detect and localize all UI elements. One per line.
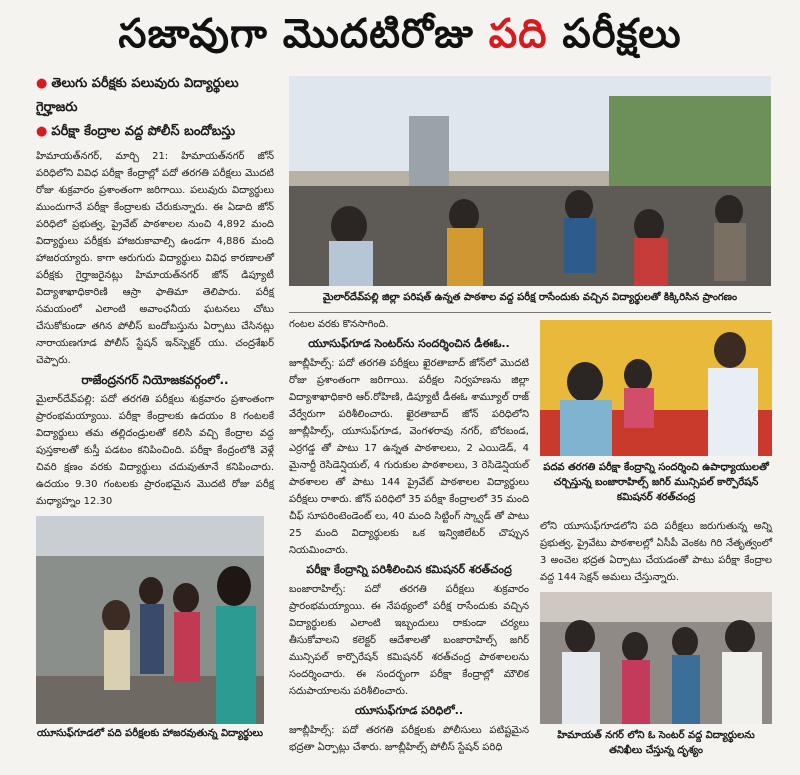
photo2-caption: మైలార్‌దేవ్‌పల్లి జిల్లా పరిషత్ ఉన్నత పాఠశాల వద్ద పరీక్ష రాసేందుకు వచ్చిన విద్యార్థులతో కిక్కిరిసిన ప్రాంగణం bbox=[322, 292, 738, 303]
col2-paragraph-1: జూబ్లీహిల్స్: పదో తరగతి పరీక్షలు ఖైరతాబాద్ జోన్‌లో మొదటి రోజు ప్రశాంతంగా జరిగాయి. పరీక్షల నిర్వహణను జిల్లా విద్యాశాఖాధికారి ఆర్.రోహిణి, డిప్యూటీ డీఈఓ శామ్యూల్ రాజ్ వేర్వేరుగా పరిశీలించారు. ఖైరతాబాద్ జోన్ పరిధిలోని జూబ్లీహిల్స్, యూసుఫ్‌గూడ, వెంగళరావు నగర్, బోరబండ, ఎర్రగడ్డ తో పాటు 17 ఉన్నత పాఠశాలలు, 2 ఎయిడెడ్, 4 మైనార్టీ రెసిడెన్షియల్, 4 గురుకుల పాఠశాలలు, 3 రెసిడెన్షియల్ పాఠశాలల తో పాటు 144 ప్రైవేట్ పాఠశాలల విద్యార్థులు పరీక్షలు రాశారు. జోన్ పరిధిలో 35 పరీక్షా కేంద్రాలలో 35 మంది చీఫ్ సూపరింటెండెంట్ లు, 40 మంది సిట్టింగ్ స్క్వాడ్ తో పాటు 25 మంది విద్యార్థులకు ఒక ఇన్విజిలేటర్ చొప్పున నియమించారు. bbox=[289, 358, 529, 556]
col2-paragraph-2: బంజారాహిల్స్: పదో తరగతి పరీక్షలు శుక్రవారం ప్రారంభమయ్యాయి. ఈ నేపథ్యంలో పరీక్ష రాసేందుకు వచ్చిన విద్యార్థులకు ఎలాంటి ఇబ్బందులు రాకుండా చర్యలు తీసుకోవాలని కలెక్టర్ ఆదేశాలతో బంజారాహిల్స్ జగిర్ మున్సిపల్ కార్పొరేషన్ కమిషనర్ శరత్‌చంద్ర పాఠశాలలను సందర్శించారు. ఈ సందర్భంగా పరీక్షా కేంద్రాల్లో మౌలిక సదుపాయాలను పరిశీలించారు. bbox=[289, 584, 529, 697]
photo-security-check bbox=[540, 592, 772, 724]
headline-highlight: పది bbox=[488, 11, 548, 57]
col1-paragraph-2: మైలార్‌దేవ్‌పల్లి: పదో తరగతి పరీక్షలు శుక్రవారం ప్రశాంతంగా ప్రారంభమయ్యాయి. పరీక్షా కేంద్రాలకు ఉదయం 8 గంటలకే విద్యార్థులు తమ తల్లిదండ్రులతో కలిసి వచ్చి కేంద్రాల వద్ద పుస్తకాలతో కుస్తీ పడటం కనిపించింది. పరీక్షా కేంద్రంలోకి వెళ్లే చివరి క్షణం వరకు విద్యార్థులు చదువుతూనే కనిపించారు. ఉదయం 9.30 గంటలకు ప్రారంభమైన మొదటి రోజు పరీక్ష మధ్యాహ్నం 12.30 bbox=[36, 394, 274, 507]
col1-body bbox=[36, 148, 274, 510]
col2-subheading-2: పరీక్షా కేంద్రాన్ని పరిశీలించిన కమిషనర్ శరత్‌చంద్ర bbox=[306, 563, 512, 576]
photo-commissioner-visit bbox=[540, 320, 772, 456]
col1-paragraph-1: హిమాయత్‌నగర్, మార్చి 21: హిమాయత్‌నగర్ జోన్ పరిధిలోని వివిధ పరీక్షా కేంద్రాల్లో పదో తరగతి పరీక్షలు మొదటి రోజు శుక్రవారం ప్రశాంతంగా జరిగాయి. పలువురు విద్యార్థులు ముందుగానే పరీక్షా కేంద్రాలకు చేరుకున్నారు. ఈ ఏడాది జోన్ పరిధిలో ప్రభుత్వ, ప్రైవేట్ పాఠశాలల నుంచి 4,892 మంది విద్యార్థులు పరీక్షకు హాజరుకావాల్సి ఉండగా 4,886 మంది హాజరయ్యారు. కాగా ఆరుగురు విద్యార్థులు వివిధ కారణాలతో పరీక్షకు గైర్హాజరైనట్లు హిమాయత్‌నగర్ జోన్ డిప్యూటీ విద్యాశాఖాధికారిణి ఆస్రా ఫాతిమా తెలిపారు. పరీక్ష సమయంలో ఎలాంటి అవాంఛనీయ ఘటనలు చోటు చేసుకోకుండా తగిన పోలీస్ బందోబస్తును ఏర్పాటు చేసినట్లు నారాయణగూడ పోలీస్ స్టేషన్ ఇన్‌స్పెక్టర్ యు. చంద్రశేఖర్ చెప్పారు. bbox=[36, 151, 274, 366]
photo-commissioner-image bbox=[540, 320, 772, 456]
photo-students-image bbox=[36, 516, 264, 724]
col2-paragraph-0: గంటల వరకు కొనసాగింది. bbox=[289, 319, 389, 330]
col3-paragraph-1: లోని యూసుఫ్‌గూడలోని పది పరీక్షలు జరుగుతున్న అన్ని ప్రభుత్వ, ప్రైవేటు పాఠశాలల్లో ఏసీపీ వెంకట గిరి నేతృత్వంలో 3 అంచెల భద్రత ఏర్పాటు చేయడంతో పాటు పరీక్షా కేంద్రాల వద్ద 144 సెక్షన్ అమలు చేస్తున్నారు. bbox=[540, 521, 772, 583]
photo1-caption: యూసుఫ్‌గూడలో పది పరీక్షలకు హాజరవుతున్న విద్యార్థులు bbox=[37, 728, 263, 739]
photo3-caption: పదవ తరగతి పరీక్షా కేంద్రాన్ని సందర్శించి ఉపాధ్యాయులతో చర్చిస్తున్న బంజారాహిల్స్ జగిర్ మున్సిపల్ కార్పొరేషన్ కమిషనర్ శరత్‌చంద్ర bbox=[543, 462, 769, 503]
col2-subheading-1: యూసుఫ్‌గూడ సెంటర్‌ను సందర్శించిన డీఈఓ.. bbox=[308, 337, 510, 350]
bullet-1-text: తెలుగు పరీక్షకు పలువురు విద్యార్థులు గైర్హాజరు bbox=[36, 76, 239, 115]
photo-students-yusufguda bbox=[36, 516, 264, 724]
bullet-2 bbox=[36, 120, 274, 144]
column-3 bbox=[540, 518, 772, 586]
headline-part1: సజావుగా మొదటిరోజు bbox=[118, 11, 489, 57]
bullet-dot-icon: ● bbox=[36, 76, 48, 91]
headline bbox=[0, 0, 800, 68]
photo-crowd-image bbox=[289, 76, 771, 286]
col2-subheading-3: యూసుఫ్‌గూడ పరిధిలో.. bbox=[354, 704, 464, 717]
bullet-dot-icon: ● bbox=[36, 124, 48, 139]
bullet-2-text: పరీక్షా కేంద్రాల వద్ద పోలీస్ బందోబస్తు bbox=[51, 124, 236, 139]
photo4-caption: హిమాయత్ నగర్ లోని ఓ సెంటర్ వద్ద విద్యార్థులను తనిఖీలు చేస్తున్న దృశ్యం bbox=[557, 730, 755, 756]
col2-paragraph-3: జూబ్లీహిల్స్: పదో తరగతి పరీక్షలకు పోలీసులు పటిష్టమైన భద్రతా ఏర్పాట్లు చేశారు. జూబ్లీహిల్స్ పోలీస్ స్టేషన్ పరిధి bbox=[289, 725, 529, 753]
headline-part2: పరీక్షలు bbox=[547, 11, 682, 57]
bullet-1 bbox=[36, 72, 274, 120]
photo-security-image bbox=[540, 592, 772, 724]
column-2 bbox=[289, 316, 529, 756]
photo-crowd-mailardevpally bbox=[289, 76, 771, 286]
col1-subheading: రాజేంద్రనగర్ నియోజకవర్గంలో.. bbox=[81, 373, 229, 387]
divider bbox=[289, 312, 771, 313]
column-1 bbox=[36, 72, 274, 510]
